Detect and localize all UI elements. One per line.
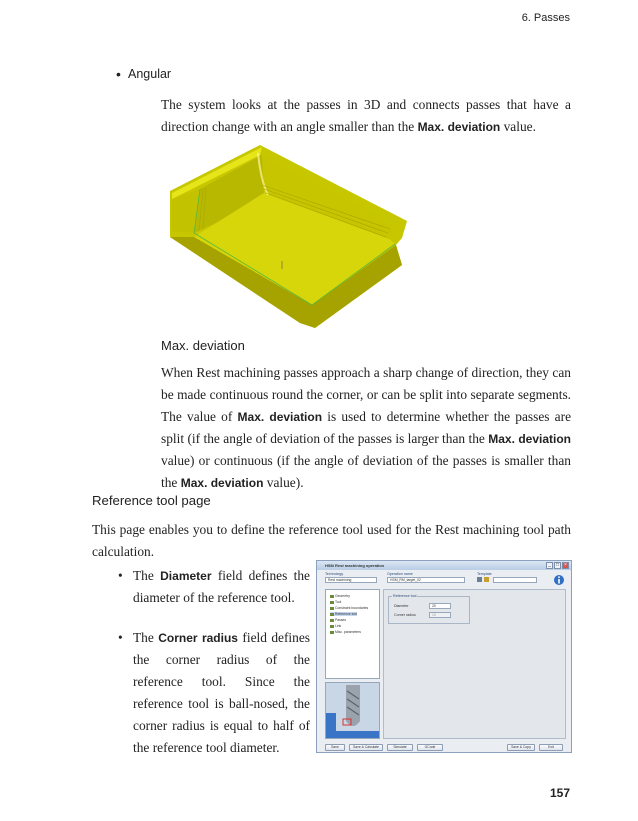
info-icon[interactable] <box>553 574 565 586</box>
b1-pre: The <box>133 568 161 583</box>
md-text-3: value) or continuous (if the angle of deviation of the passes is smaller than the <box>161 453 571 490</box>
group-label: Reference tool <box>393 594 417 598</box>
corner-radius-value: 10 <box>432 613 436 617</box>
max-deviation-paragraph <box>161 362 571 494</box>
rest-machining-dialog <box>316 560 572 753</box>
angular-text-1: The system looks at the passes in 3D and connects passes that have a direction change with an angle smaller than the <box>161 97 571 134</box>
bullet-dot: • <box>118 568 123 583</box>
ball-nose-tool-icon <box>326 683 380 739</box>
tree-item-constraint-boundaries[interactable]: Constraint boundaries <box>330 606 368 610</box>
diameter-label: Diameter <box>394 604 409 608</box>
save-and-copy-button[interactable]: Save & Copy <box>507 744 535 751</box>
angular-paragraph <box>161 94 571 138</box>
save-button[interactable]: Save <box>325 744 345 751</box>
tree-item-reference-tool[interactable]: Reference tool <box>330 612 357 616</box>
corner-radius-input[interactable] <box>429 612 451 618</box>
bullet-angular <box>116 66 172 82</box>
technology-value: Rest machining <box>328 578 352 582</box>
bullet-dot: • <box>118 630 123 645</box>
tree-item-misc-parameters[interactable]: Misc. parameters <box>330 630 361 634</box>
reference-tool-group <box>388 596 470 624</box>
reference-tool-panel <box>383 589 566 739</box>
reference-tool-heading: Reference tool page <box>92 493 211 508</box>
exit-button[interactable]: Exit <box>539 744 563 751</box>
md-term-2: Max. deviation <box>488 432 572 446</box>
md-text-4: value). <box>263 475 304 490</box>
b1-post: field defines the diameter of the reference tool. <box>133 568 311 605</box>
diameter-input[interactable] <box>429 603 451 609</box>
chapter-header: 6. Passes <box>521 12 570 24</box>
save-template-icon[interactable] <box>477 577 482 582</box>
max-deviation-heading: Max. deviation <box>161 338 245 353</box>
minimize-icon[interactable]: _ <box>546 562 553 569</box>
technology-label: Technology <box>325 572 344 576</box>
operation-name-value: HSM_RM_target_02 <box>390 578 421 582</box>
technology-select[interactable] <box>325 577 377 583</box>
parameter-tree <box>325 589 380 679</box>
tree-item-link[interactable]: Link <box>330 624 341 628</box>
b2-post: field defines the corner radius of the reference tool. Since the reference tool is ball-nosed, the corner radius is equal to half of the reference tool diameter. <box>133 630 311 755</box>
tree-item-geometry[interactable]: Geometry <box>330 594 350 598</box>
save-and-calculate-button[interactable]: Save & Calculate <box>349 744 383 751</box>
dialog-titlebar <box>317 561 571 570</box>
template-field[interactable] <box>493 577 537 583</box>
md-term-1: Max. deviation <box>237 410 323 424</box>
angular-title: Angular <box>128 67 172 81</box>
md-text-2: is used to determine whether the passes are split (if the angle of deviation of the passes is larger than the <box>161 409 572 446</box>
page-number: 157 <box>549 786 570 800</box>
b2-term: Corner radius <box>158 631 238 645</box>
tree-item-passes[interactable]: Passes <box>330 618 346 622</box>
gcode-button[interactable]: GCode <box>417 744 443 751</box>
b2-pre: The <box>133 630 159 645</box>
bullet-corner-radius <box>118 627 311 759</box>
angular-term: Max. deviation <box>417 120 501 134</box>
corner-radius-label: Corner radius <box>394 613 416 617</box>
b1-term: Diameter <box>160 569 212 583</box>
operation-name-label: Operation name <box>387 572 413 576</box>
bullet-dot: • <box>116 66 121 82</box>
dialog-title: HSM Rest machining operation <box>325 563 385 568</box>
close-icon[interactable]: × <box>562 562 569 569</box>
tree-item-tool[interactable]: Tool <box>330 600 341 604</box>
tool-preview-image <box>325 682 380 739</box>
md-text-1: When Rest machining passes approach a sharp change of direction, they can be made continuous round the corner, or can be split into separate segments. The value of <box>161 365 571 424</box>
template-label: Template <box>477 572 492 576</box>
simulate-button[interactable]: Simulate <box>387 744 413 751</box>
3d-pocket-part-illustration <box>160 133 410 333</box>
md-term-3: Max. deviation <box>180 476 264 490</box>
open-template-icon[interactable] <box>484 577 489 582</box>
bullet-diameter <box>118 565 311 609</box>
reference-tool-intro: This page enables you to define the reference tool used for the Rest machining tool path calculation. <box>92 522 571 559</box>
maximize-icon[interactable]: □ <box>555 562 560 568</box>
angular-text-2: value. <box>500 119 536 134</box>
operation-name-field[interactable] <box>387 577 465 583</box>
diameter-value: 20 <box>432 604 436 608</box>
